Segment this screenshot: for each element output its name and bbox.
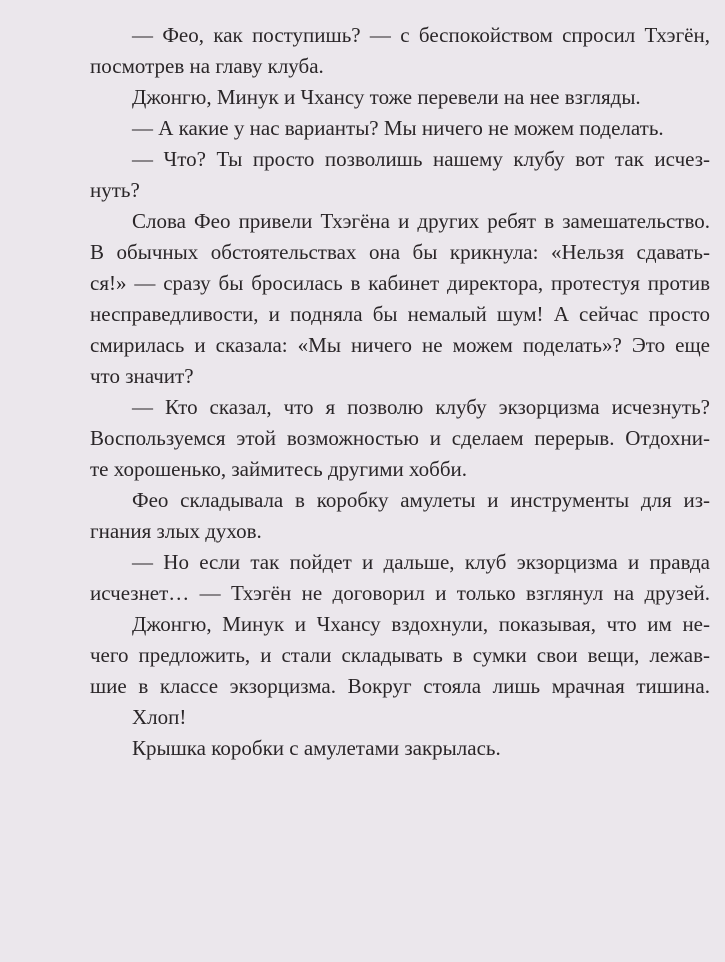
text-line: гнания злых духов. <box>90 519 262 543</box>
text-line: те хорошенько, займитесь другими хобби. <box>90 457 468 481</box>
text-line: что значит? <box>90 364 194 388</box>
text-line: шие в классе экзорцизма. Вокруг стояла лишь мрачная тишина. <box>90 674 710 698</box>
text-line: Слова Фео привели Тхэгёна и других ребят в замешательство. <box>132 209 710 233</box>
text-line: посмотрев на главу клуба. <box>90 54 324 78</box>
text-line: Хлоп! <box>132 705 187 729</box>
text-line: — Фео, как поступишь? — с беспокойством спросил Тхэгён, <box>132 23 710 47</box>
text-line: несправедливости, и подняла бы немалый шум! А сейчас просто <box>90 302 710 326</box>
text-line: — Кто сказал, что я позволю клубу экзорцизма исчезнуть? <box>132 395 710 419</box>
text-line: ся!» — сразу бы бросилась в кабинет директора, протестуя против <box>90 271 710 295</box>
text-line: чего предложить, и стали складывать в сумки свои вещи, лежав- <box>90 643 710 667</box>
text-line: смирилась и сказала: «Мы ничего не можем поделать»? Это еще <box>90 333 710 357</box>
text-line: В обычных обстоятельствах она бы крикнула: «Нельзя сдавать- <box>90 240 710 264</box>
text-line: исчезнет… — Тхэгён не договорил и только взглянул на друзей. <box>90 581 710 605</box>
text-line: нуть? <box>90 178 140 202</box>
text-line: — Но если так пойдет и дальше, клуб экзорцизма и правда <box>132 550 710 574</box>
text-line: Фео складывала в коробку амулеты и инструменты для из- <box>132 488 710 512</box>
text-line: Воспользуемся этой возможностью и сделаем перерыв. Отдохни- <box>90 426 710 450</box>
book-page-text <box>90 20 710 764</box>
text-line: Джонгю, Минук и Чхансу тоже перевели на нее взгляды. <box>132 85 641 109</box>
text-line: Джонгю, Минук и Чхансу вздохнули, показывая, что им не- <box>132 612 710 636</box>
text-line: — А какие у нас варианты? Мы ничего не можем поделать. <box>132 116 664 140</box>
text-line: Крышка коробки с амулетами закрылась. <box>132 736 501 760</box>
text-line: — Что? Ты просто позволишь нашему клубу вот так исчез- <box>132 147 710 171</box>
